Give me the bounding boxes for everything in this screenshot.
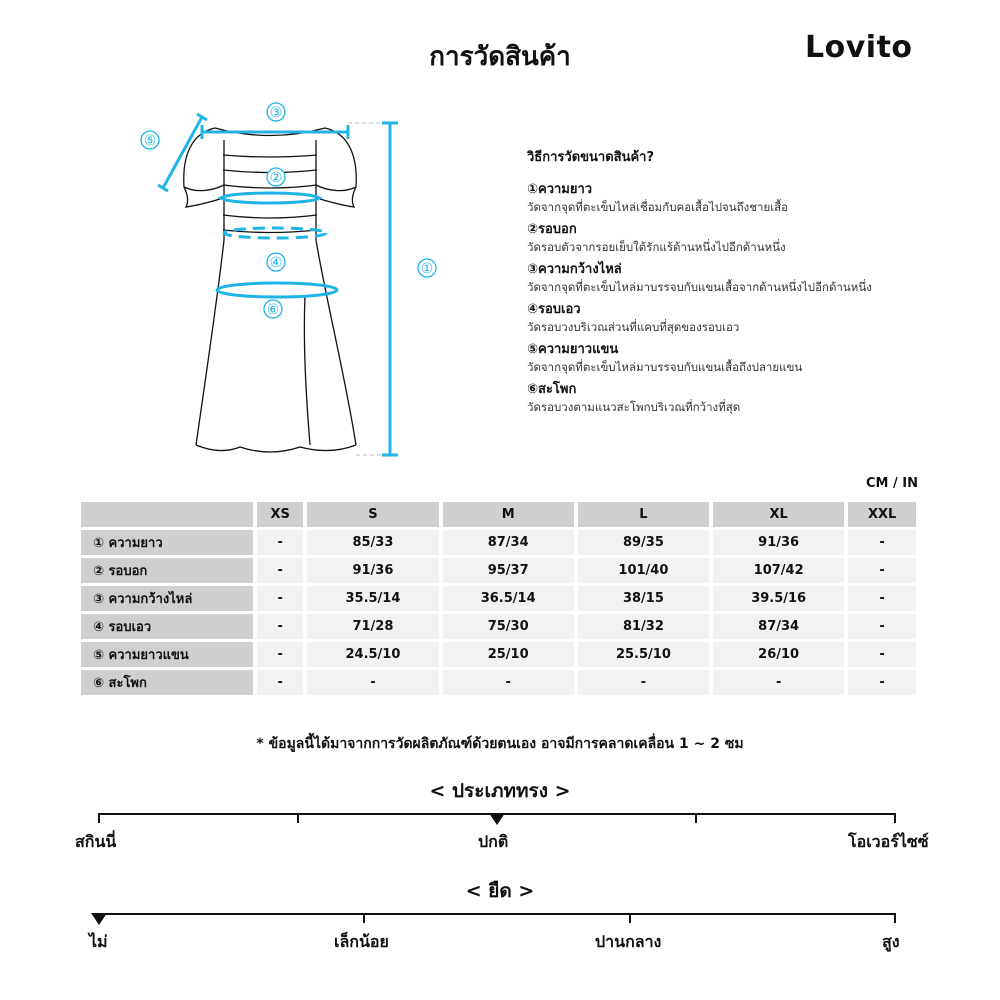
row-label: ① ความยาว — [81, 530, 253, 555]
table-cell: 91/36 — [307, 558, 438, 583]
table-cell: 25.5/10 — [578, 642, 709, 667]
column-header: XL — [713, 502, 844, 527]
table-cell: - — [848, 670, 916, 695]
stretch-scale-label: เล็กน้อย — [334, 932, 389, 951]
column-header: L — [578, 502, 709, 527]
guide-item-name: ②รอบอก — [527, 222, 577, 237]
marker-1: ① — [420, 261, 434, 277]
table-cell: - — [257, 670, 303, 695]
marker-4: ④ — [269, 255, 283, 271]
guide-item-name: ④รอบเอว — [527, 302, 581, 317]
fit-scale-title: < ประเภททรง > — [429, 780, 571, 802]
table-cell: 89/35 — [578, 530, 709, 555]
fit-scale-tick — [695, 813, 697, 823]
guide-item — [527, 181, 967, 215]
stretch-scale-pointer-icon — [91, 913, 107, 925]
table-cell: 85/33 — [307, 530, 438, 555]
table-cell: - — [307, 670, 438, 695]
row-label: ④ รอบเอว — [81, 614, 253, 639]
table-cell: 87/34 — [443, 530, 574, 555]
stretch-scale-tick — [894, 913, 896, 923]
table-row — [81, 642, 916, 667]
table-cell: - — [848, 642, 916, 667]
guide-item-name: ③ความกว้างไหล่ — [527, 262, 622, 277]
table-cell: 26/10 — [713, 642, 844, 667]
marker-2: ② — [269, 170, 283, 186]
table-row — [81, 586, 916, 611]
stretch-scale-tick — [629, 913, 631, 923]
fit-scale-label: สกินนี่ — [75, 832, 117, 851]
table-cell: - — [713, 670, 844, 695]
stretch-scale-label: ปานกลาง — [595, 932, 662, 951]
guide-item — [527, 221, 967, 255]
stretch-scale-tick — [363, 913, 365, 923]
row-label: ⑥ สะโพก — [81, 670, 253, 695]
table-cell: - — [443, 670, 574, 695]
guide-item — [527, 261, 967, 295]
table-cell: 38/15 — [578, 586, 709, 611]
fit-scale-tick — [297, 813, 299, 823]
table-cell: - — [848, 586, 916, 611]
table-cell: - — [848, 558, 916, 583]
table-header-row — [81, 502, 916, 527]
guide-item — [527, 381, 967, 415]
measurement-guide — [527, 146, 967, 421]
table-cell: 71/28 — [307, 614, 438, 639]
fit-scale-tick — [894, 813, 896, 823]
row-label: ② รอบอก — [81, 558, 253, 583]
table-cell: - — [848, 614, 916, 639]
marker-3: ③ — [269, 105, 283, 121]
table-cell: 75/30 — [443, 614, 574, 639]
table-cell: - — [848, 530, 916, 555]
table-cell: - — [257, 530, 303, 555]
table-cell: 35.5/14 — [307, 586, 438, 611]
guide-item — [527, 301, 967, 335]
size-table — [77, 499, 920, 698]
table-row — [81, 558, 916, 583]
table-cell: 25/10 — [443, 642, 574, 667]
column-header: M — [443, 502, 574, 527]
unit-label: CM / IN — [866, 476, 918, 491]
marker-5: ⑤ — [143, 133, 157, 149]
guide-item-desc: วัดจากจุดที่ตะเข็บไหล่มาบรรจบกับแขนเสื้อถึงปลายแขน — [527, 360, 803, 374]
table-cell: 24.5/10 — [307, 642, 438, 667]
table-corner-cell — [81, 502, 253, 527]
table-cell: - — [578, 670, 709, 695]
fit-scale-pointer-icon — [489, 813, 505, 825]
guide-item-desc: วัดรอบวงตามแนวสะโพกบริเวณที่กว้างที่สุด — [527, 400, 741, 414]
table-cell: 36.5/14 — [443, 586, 574, 611]
table-cell: - — [257, 642, 303, 667]
guide-heading: วิธีการวัดขนาดสินค้า? — [527, 150, 655, 165]
table-cell: 107/42 — [713, 558, 844, 583]
table-cell: 91/36 — [713, 530, 844, 555]
table-cell: 95/37 — [443, 558, 574, 583]
guide-item-name: ①ความยาว — [527, 182, 593, 197]
table-cell: 87/34 — [713, 614, 844, 639]
guide-item-desc: วัดจากจุดที่ตะเข็บไหล่เชื่อมกับคอเสื้อไปจนถึงชายเสื้อ — [527, 200, 789, 214]
table-row — [81, 614, 916, 639]
table-row — [81, 530, 916, 555]
fit-scale-label: ปกติ — [478, 832, 509, 851]
column-header: XS — [257, 502, 303, 527]
fit-scale-tick — [98, 813, 100, 823]
row-label: ⑤ ความยาวแขน — [81, 642, 253, 667]
table-cell: - — [257, 586, 303, 611]
stretch-scale-title: < ยืด > — [465, 880, 535, 902]
guide-item — [527, 341, 967, 375]
guide-item-name: ⑥สะโพก — [527, 382, 577, 397]
page-title: การวัดสินค้า — [429, 42, 571, 72]
column-header: XXL — [848, 502, 916, 527]
dress-measurement-diagram — [120, 95, 440, 465]
guide-item-name: ⑤ความยาวแขน — [527, 342, 619, 357]
table-cell: 39.5/16 — [713, 586, 844, 611]
brand-logo: Lovito — [805, 30, 913, 65]
table-cell: 81/32 — [578, 614, 709, 639]
stretch-scale-label: สูง — [882, 932, 900, 951]
measurement-note: * ข้อมูลนี้ได้มาจากการวัดผลิตภัณฑ์ด้วยตนเอง อาจมีการคลาดเคลื่อน 1 ~ 2 ซม — [256, 736, 744, 752]
table-cell: - — [257, 558, 303, 583]
column-header: S — [307, 502, 438, 527]
table-cell: 101/40 — [578, 558, 709, 583]
guide-item-desc: วัดรอบตัวจากรอยเย็บใต้รักแร้ด้านหนึ่งไปอีกด้านหนึ่ง — [527, 240, 786, 254]
guide-item-desc: วัดจากจุดที่ตะเข็บไหล่มาบรรจบกับแขนเสื้อจากด้านหนึ่งไปอีกด้านหนึ่ง — [527, 280, 872, 294]
measurement-lines — [158, 114, 398, 455]
fit-scale-label: โอเวอร์ไซซ์ — [848, 832, 929, 851]
stretch-scale-line — [99, 913, 896, 915]
marker-6: ⑥ — [266, 302, 280, 318]
guide-item-desc: วัดรอบวงบริเวณส่วนที่แคบที่สุดของรอบเอว — [527, 320, 740, 334]
row-label: ③ ความกว้างไหล่ — [81, 586, 253, 611]
stretch-scale-label: ไม่ — [89, 932, 108, 951]
table-row — [81, 670, 916, 695]
table-cell: - — [257, 614, 303, 639]
